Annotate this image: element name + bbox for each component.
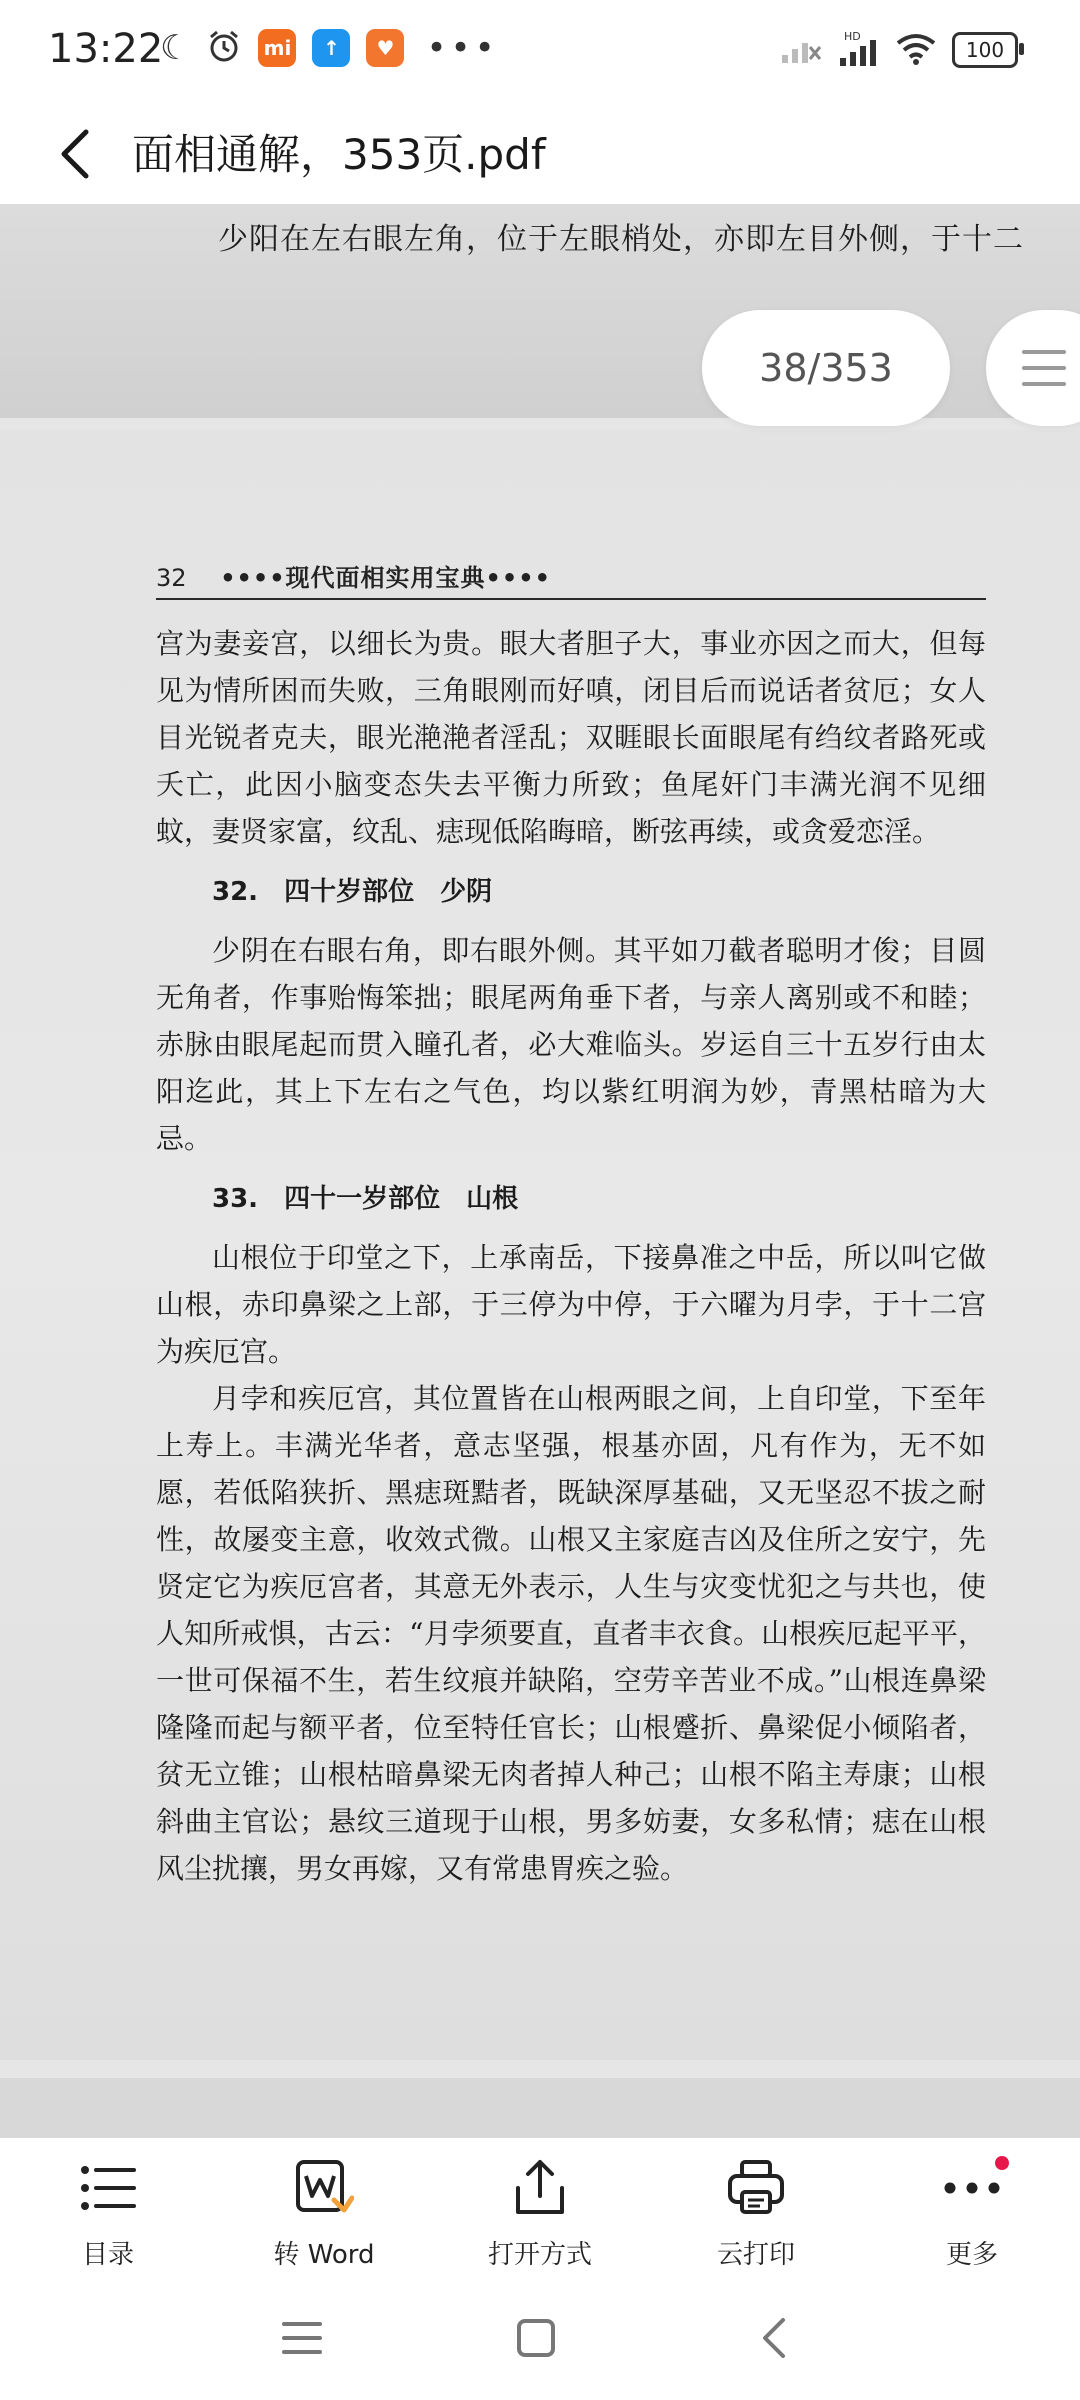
page-body	[156, 620, 986, 1892]
share-open-icon	[508, 2156, 572, 2220]
system-navigation-bar	[0, 2278, 1080, 2400]
section-number: 32.	[212, 877, 259, 907]
battery-icon: 100	[952, 32, 1018, 68]
open-with-button[interactable]	[455, 2138, 625, 2271]
status-bar	[0, 0, 1080, 100]
recents-button[interactable]	[272, 2308, 332, 2368]
tool-label: 云打印	[716, 2240, 795, 2270]
more-dots-icon: •••	[426, 28, 499, 68]
section-heading-33	[212, 1174, 986, 1224]
toc-button[interactable]	[23, 2138, 193, 2271]
cloud-print-button[interactable]	[671, 2138, 841, 2271]
moon-icon: ☾	[160, 28, 191, 68]
section-number: 33.	[212, 1184, 259, 1214]
back-nav-button[interactable]	[744, 2308, 804, 2368]
page-running-header	[156, 558, 986, 600]
home-button[interactable]	[506, 2308, 566, 2368]
back-icon	[759, 2316, 789, 2360]
notification-dot	[995, 2156, 1009, 2170]
tool-label: 更多	[945, 2240, 998, 2270]
more-icon	[940, 2156, 1004, 2220]
recents-icon	[282, 2321, 322, 2355]
next-page	[0, 2078, 1080, 2138]
printer-icon	[724, 2156, 788, 2220]
section-title: 四十一岁部位 山根	[284, 1184, 519, 1214]
pdf-page	[0, 430, 1080, 2060]
paragraph: 月孛和疾厄宫，其位置皆在山根两眼之间，上自印堂，下至年上寿上。丰满光华者，意志坚强，根基亦固，凡有作为，无不如愿，若低陷狭折、黑痣斑黠者，既缺深厚基础，又无坚忍不拔之耐性，故屡变主意，收效式微。山根又主家庭吉凶及住所之安宁，先贤定它为疾厄宫者，其意无外表示，人生与灾变忧犯之与共也，使人知所戒惧，古云：“月孛须要直，直者丰衣食。山根疾厄起平平，一世可保福不生，若生纹痕并缺陷，空劳辛苦业不成。”山根连鼻梁隆隆而起与额平者，位至特任官长；山根蹙折、鼻梁促小倾陷者，贫无立锥；山根枯暗鼻梁无肉者掉人种己；山根不陷主寿康；山根斜曲主官讼；悬纹三道现于山根，男多妨妻，女多私情；痣在山根风尘扰攘，男女再嫁，又有常患胃疾之验。	[156, 1382, 986, 1885]
hamburger-icon	[1022, 348, 1066, 388]
title-bar	[0, 100, 1080, 204]
paragraph: 宫为妻妾宫，以细长为贵。眼大者胆子大，事业亦因之而大，但每见为情所困而失败，三角眼刚而好嗔，闭目后而说话者贫厄；女人目光锐者克夫，眼光滟滟者淫乱；双睚眼长面眼尾有绉纹者路死或夭亡，此因小脑变态失去平衡力所致；鱼尾奸门丰满光润不见细蚊，妻贤家富，纹乱、痣现低陷晦暗，断弦再续，或贪爱恋淫。	[156, 627, 986, 848]
upload-app-icon: ↑	[312, 29, 350, 67]
back-button[interactable]	[48, 118, 108, 188]
tool-label: 目录	[81, 2240, 134, 2270]
section-heading-32	[212, 867, 986, 917]
status-time: 13:22	[48, 26, 164, 72]
status-icons-left	[160, 28, 499, 68]
alarm-icon	[206, 28, 242, 68]
tool-label: 转 Word	[273, 2240, 375, 2270]
section-title: 四十岁部位 少阴	[284, 877, 493, 907]
pdf-reader-viewport[interactable]	[0, 204, 1080, 2138]
running-header-title: ••••现代面相实用宝典••••	[220, 564, 551, 592]
chevron-left-icon	[48, 118, 108, 188]
page-indicator[interactable]: 38/353	[702, 310, 950, 426]
page-number: 32	[156, 564, 187, 592]
signal-weak-icon	[780, 33, 822, 67]
svg-text:HD: HD	[844, 30, 861, 43]
more-button[interactable]	[887, 2138, 1057, 2271]
tool-label: 打开方式	[487, 2240, 592, 2270]
bottom-toolbar	[0, 2138, 1080, 2278]
paragraph: 山根位于印堂之下，上承南岳，下接鼻准之中岳，所以叫它做山根，赤印鼻梁之上部，于三停为中停，于六曜为月孛，于十二宫为疾厄宫。	[156, 1241, 986, 1368]
home-icon	[516, 2318, 556, 2358]
word-convert-icon	[292, 2156, 356, 2220]
list-icon	[76, 2156, 140, 2220]
shopping-app-icon: ♥	[366, 29, 404, 67]
signal-icon	[836, 30, 880, 70]
document-title: 面相通解，353页.pdf	[132, 130, 546, 179]
mi-app-icon: mi	[258, 29, 296, 67]
previous-page-last-line: 少阳在左右眼左角，位于左眼梢处，亦即左目外侧，于十二	[218, 222, 1024, 257]
wifi-icon	[894, 31, 938, 69]
status-icons-right	[780, 30, 1018, 70]
convert-word-button[interactable]	[239, 2138, 409, 2271]
paragraph: 少阴在右眼右角，即右眼外侧。其平如刀截者聪明才俊；目圆无角者，作事贻悔笨拙；眼尾两角垂下者，与亲人离别或不和睦；赤脉由眼尾起而贯入瞳孔者，必大难临头。岁运自三十五岁行由太阳迄此，其上下左右之气色，均以紫红明润为妙，青黑枯暗为大忌。	[156, 934, 986, 1155]
